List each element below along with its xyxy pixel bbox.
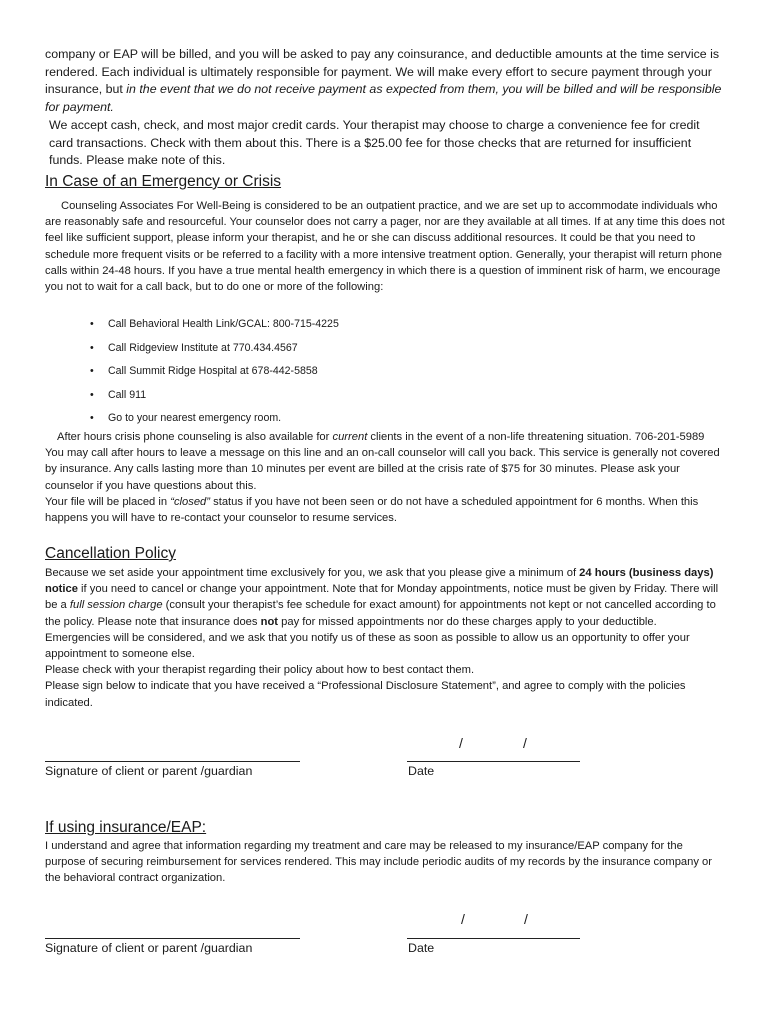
cancellation-heading: Cancellation Policy	[45, 545, 176, 562]
payment-section	[45, 46, 725, 170]
date-slash: /	[461, 911, 465, 927]
list-item: • Go to your nearest emergency room.	[45, 407, 725, 431]
cancellation-section	[45, 565, 725, 711]
cancellation-paragraph: Because we set aside your appointment time exclusively for you, we ask that you please give a minimum of 24 hours (business days) notice if you need to cancel or change your appointment. Note that for Monday appointments, notice must be given by Friday. There will be a full session charge (consult your therapist’s fee schedule for exact amount) for appointments not kept or not cancelled according to the policy. Please note that insurance does not pay for missed appointments nor do these charges apply to your deductible. Emergencies will be considered, and we ask that you notify us of these as soon as possible to allow us an opportunity to offer your appointment to someone else.	[45, 567, 719, 661]
emergency-intro: Counseling Associates For Well-Being is considered to be an outpatient practice, and we are set up to accommodate individuals who are reasonably safe and resourceful. Your counselor does not carry a pager, nor are they available at all times. If at any time this does not feel like sufficient support, please inform your therapist, and he or she can discuss additional resources. It could be that you need to schedule more frequent visits or be referred to a facility with a more intensive treatment option. Generally, your therapist will return phone calls within 24-48 hours. If you have a true mental health emergency in which there is a question of imminent risk of harm, we encourage you not to wait for a call back, but to do one or more of the following:	[45, 200, 725, 294]
date-label: Date	[408, 764, 435, 778]
closed-status-paragraph: Your file will be placed in “closed” status if you have not been seen or do not have a scheduled appointment for 6 months. When this happens you will have to re-contact your counselor to resume services.	[45, 495, 699, 525]
insurance-paragraph: I understand and agree that information regarding my treatment and care may be released to my insurance/EAP company for the purpose of securing reimbursement for services rendered. This may include periodic audits of my records by the insurance company or the behavioral contract organization.	[45, 840, 713, 885]
after-hours-section	[45, 429, 725, 526]
insurance-heading: If using insurance/EAP:	[45, 819, 207, 836]
date-line[interactable]	[407, 761, 580, 762]
after-hours-paragraph: After hours crisis phone counseling is also available for current clients in the event of a non-life threatening situation. 706-201-5989 You may call after hours to leave a message on this line and an on-call counselor will call you back. This service is generally not covered by insurance. Any calls lasting more than 10 minutes per event are billed at the crisis rate of $75 for 30 minutes. Please ask your counselor if you have questions about this.	[45, 431, 720, 492]
emergency-heading: In Case of an Emergency or Crisis	[45, 173, 282, 190]
bullet-icon: •	[90, 388, 94, 401]
payment-italic-text: in the event that we do not receive payment as expected from them, you will be billed and will be responsible for payment.	[45, 82, 722, 115]
date-slash: /	[523, 735, 527, 751]
list-item: • Call Behavioral Health Link/GCAL: 800-715-4225	[45, 313, 725, 337]
contact-policy-paragraph: Please check with your therapist regarding their policy about how to best contact them.	[45, 664, 475, 677]
insurance-section	[45, 838, 725, 887]
signature-label: Signature of client or parent /guardian	[45, 941, 253, 955]
sign-instructions-paragraph: Please sign below to indicate that you have received a “Professional Disclosure Statement”, and agree to comply with the policies indicated.	[45, 680, 686, 709]
bullet-icon: •	[90, 341, 94, 354]
list-item: • Call Summit Ridge Hospital at 678-442-5858	[45, 360, 725, 384]
bullet-icon: •	[90, 412, 94, 424]
payment-text: company or EAP will be billed, and you will be asked to pay any coinsurance, and deductible amounts at the time service is rendered. Each individual is ultimately responsible for payment. We will make every effort to secure payment through your insurance, but	[45, 47, 720, 97]
signature-line[interactable]	[45, 938, 300, 939]
payment-paragraph	[45, 46, 725, 117]
date-slash: /	[459, 735, 463, 751]
bullet-icon: •	[90, 318, 94, 330]
emergency-contact-list	[45, 313, 725, 431]
date-label: Date	[408, 941, 435, 955]
signature-line[interactable]	[45, 761, 300, 762]
bullet-icon: •	[90, 365, 94, 377]
date-slash: /	[524, 911, 528, 927]
list-item: • Call 911	[45, 384, 725, 408]
signature-label: Signature of client or parent /guardian	[45, 764, 253, 778]
emergency-section	[45, 198, 725, 295]
list-item: • Call Ridgeview Institute at 770.434.4567	[45, 337, 725, 361]
payment-methods-paragraph: We accept cash, check, and most major credit cards. Your therapist may choose to charge a convenience fee for credit card transactions. Check with them about this. There is a $25.00 fee for those checks that are returned for insufficient funds. Please make note of this.	[49, 117, 700, 168]
date-line[interactable]	[407, 938, 580, 939]
